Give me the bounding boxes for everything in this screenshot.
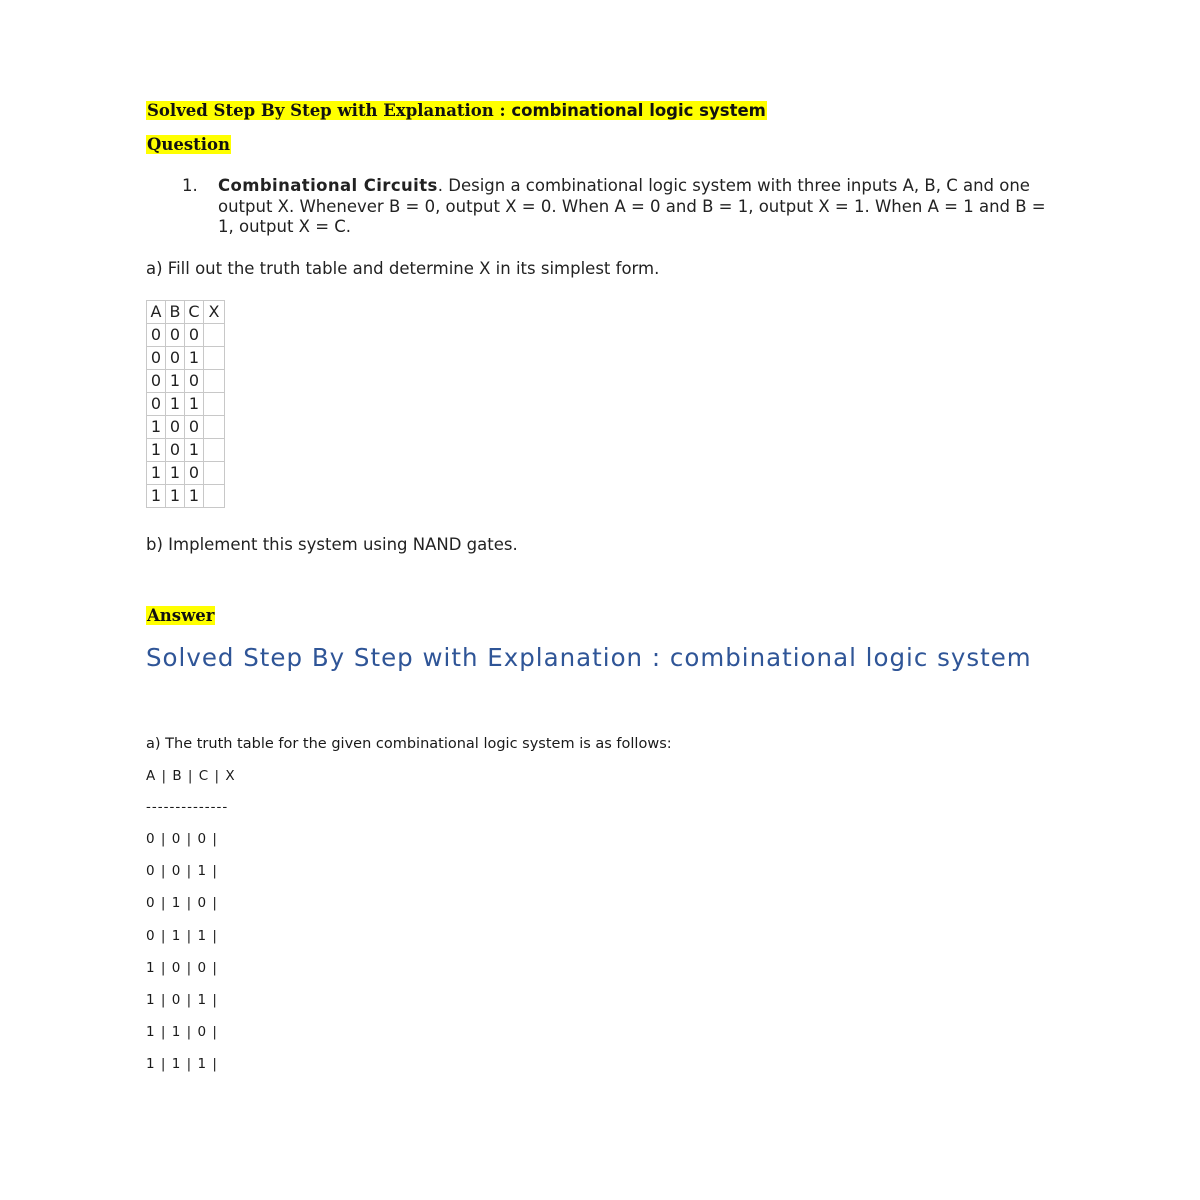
truth-table-cell: 1: [147, 416, 166, 439]
question-bold-title: Combinational Circuits: [218, 176, 438, 195]
truth-table-cell: 1: [166, 462, 185, 485]
truth-table-cell: 1: [185, 347, 204, 370]
truth-table-cell: 1: [147, 462, 166, 485]
truth-table: [146, 300, 225, 508]
truth-table-cell: 1: [185, 485, 204, 508]
truth-table-row: [147, 324, 225, 347]
truth-table-cell: [204, 324, 225, 347]
truth-table-row: [147, 416, 225, 439]
truth-table-cell: C: [185, 301, 204, 324]
document-title: [146, 101, 767, 121]
answer-table-row: 0 | 1 | 0 |: [146, 895, 218, 912]
question-label: Question: [147, 135, 231, 154]
truth-table-cell: 0: [147, 347, 166, 370]
truth-table-cell: B: [166, 301, 185, 324]
truth-table-row: [147, 393, 225, 416]
truth-table-header-row: [147, 301, 225, 324]
answer-table-row: 1 | 0 | 1 |: [146, 992, 218, 1008]
truth-table-cell: 1: [166, 393, 185, 416]
title-suffix: combinational logic system: [511, 101, 766, 120]
part-b-instruction: b) Implement this system using NAND gates.: [146, 535, 518, 554]
answer-table-row: 1 | 0 | 0 |: [146, 959, 218, 976]
answer-heading: Solved Step By Step with Explanation : combinational logic system: [146, 643, 1032, 672]
truth-table-row: [147, 439, 225, 462]
truth-table-cell: 0: [147, 393, 166, 416]
answer-label-wrap: [146, 606, 215, 626]
truth-table-cell: [204, 416, 225, 439]
answer-table-row: 1 | 1 | 0 |: [146, 1024, 218, 1041]
question-text: . Design a combinational logic system with three inputs A, B, C and one output X. Whenever B = 0, output X = 0. When A = 0 and B = 1, output X = 1. When A = 1 and B = 1, output X = C.: [218, 176, 1046, 236]
truth-table-row: [147, 462, 225, 485]
question-number: 1.: [182, 176, 198, 195]
truth-table-cell: 1: [147, 439, 166, 462]
answer-intro: a) The truth table for the given combinational logic system is as follows:: [146, 736, 672, 752]
truth-table-cell: 1: [147, 485, 166, 508]
part-a-instruction: a) Fill out the truth table and determine X in its simplest form.: [146, 259, 660, 278]
truth-table-row: [147, 347, 225, 370]
title-prefix: Solved Step By Step with Explanation :: [147, 101, 512, 120]
truth-table-cell: 0: [185, 370, 204, 393]
truth-table-row: [147, 370, 225, 393]
truth-table-cell: [204, 393, 225, 416]
question-text-block: [218, 176, 1062, 238]
answer-table-row: 0 | 0 | 1 |: [146, 863, 218, 880]
truth-table-cell: X: [204, 301, 225, 324]
truth-table-cell: 0: [147, 370, 166, 393]
truth-table-cell: [204, 347, 225, 370]
truth-table-row: [147, 485, 225, 508]
truth-table-cell: 0: [147, 324, 166, 347]
truth-table-cell: [204, 439, 225, 462]
question-item: [182, 176, 1062, 238]
truth-table-cell: 1: [166, 370, 185, 393]
truth-table-cell: 0: [185, 416, 204, 439]
truth-table-cell: 0: [166, 324, 185, 347]
truth-table-cell: [204, 485, 225, 508]
question-label-wrap: [146, 135, 231, 155]
truth-table-cell: 0: [185, 462, 204, 485]
answer-table-separator: --------------: [146, 799, 229, 815]
truth-table-cell: 0: [166, 416, 185, 439]
answer-table-row: 0 | 1 | 1 |: [146, 927, 218, 944]
truth-table-cell: A: [147, 301, 166, 324]
truth-table-cell: [204, 370, 225, 393]
truth-table-cell: 1: [185, 393, 204, 416]
answer-table-row: 0 | 0 | 0 |: [146, 831, 218, 847]
truth-table-cell: 1: [185, 439, 204, 462]
truth-table-cell: [204, 462, 225, 485]
truth-table-cell: 0: [185, 324, 204, 347]
truth-table-cell: 1: [166, 485, 185, 508]
answer-table-header: A | B | C | X: [146, 768, 236, 784]
answer-label: Answer: [147, 606, 215, 625]
answer-table-row: 1 | 1 | 1 |: [146, 1056, 218, 1073]
truth-table-cell: 0: [166, 347, 185, 370]
truth-table-cell: 0: [166, 439, 185, 462]
